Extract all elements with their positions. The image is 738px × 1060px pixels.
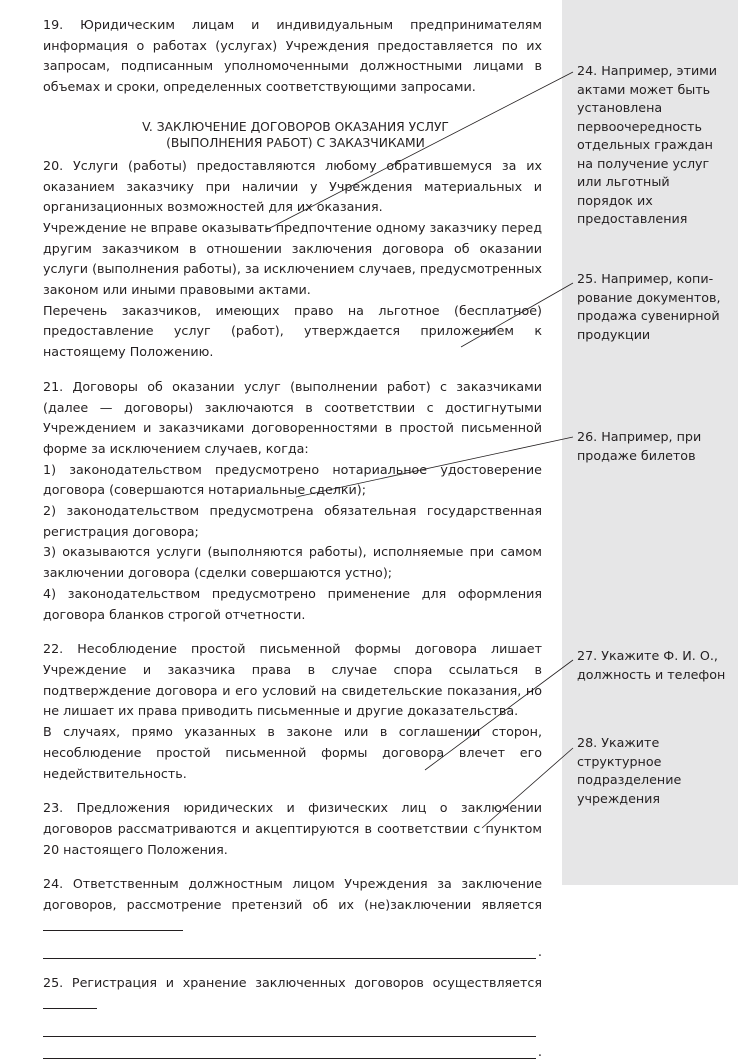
paragraph-20b: Учреждение не вправе оказывать предпочтение одному заказчику перед другим заказчиком в отношении заключения договора об оказании услуги (выполнения работы), за исключением случаев, предусмотренных законом или иными правовыми актами. (43, 219, 542, 298)
registration-unit-field-line3[interactable] (43, 1037, 542, 1060)
paragraph-25-text: 25. Регистрация и хранение заключенных договоров осуществляется (43, 975, 542, 991)
paragraph-21-item1: 1) законодательством предусмотрено нотариальное удостоверение договора (совершаются нотариальные сделки); (43, 461, 542, 498)
footnote-24: 24. Например, этими актами может быть установлена первоочередность отдельных граждан на получение услуг или льготный порядок их предоставления (577, 63, 718, 226)
paragraph-21-item2: 2) законодательством предусмотрена обязательная государственная регистрация договора; (43, 503, 542, 539)
paragraph-21: 21. Договоры об оказании услуг (выполнении работ) с заказчиками (далее — договоры) заключаются в соответствии с достигнутыми Учреждением и заказчиками договоренностями в простой письменной форме за исключением случаев, когда: (43, 378, 542, 456)
paragraph-22b: В случаях, прямо указанных в законе или в соглашении сторон, несоблюдение простой письменной формы договора влечет его недействительность. (43, 724, 542, 781)
paragraph-20c: Перечень заказчиков, имеющих право на льготное (бесплатное) предоставление услуг (работ), утверждается приложением к настоящему Положению. (43, 302, 542, 360)
document-body (43, 15, 542, 1059)
registration-unit-field-line2[interactable] (43, 1016, 536, 1038)
registration-unit-field[interactable] (43, 994, 97, 1009)
period-mark: . (537, 1044, 542, 1060)
paragraph-21-item3: 3) оказываются услуги (выполняются работы), исполняемые при самом заключении договора (сделки совершаются устно); (43, 544, 542, 581)
responsible-person-field-line2[interactable] (43, 937, 542, 961)
footnote-25: 25. Например, копирование документов, продажа сувенирной продукции (577, 271, 721, 342)
footnote-27: 27. Укажите Ф. И. О., должность и телефон (577, 648, 726, 682)
paragraph-24 (43, 874, 542, 937)
responsible-person-field[interactable] (43, 916, 183, 931)
section-heading-line2: (ВЫПОЛНЕНИЯ РАБОТ) С ЗАКАЗЧИКАМИ (166, 136, 425, 151)
paragraph-22: 22. Несоблюдение простой письменной формы договора лишает Учреждение и заказчика права в случае спора ссылаться в подтверждение договора и его условий на свидетельские показания, но не лишает их права приводить письменные и другие доказательства. (43, 641, 542, 719)
paragraph-24-text: 24. Ответственным должностным лицом Учреждения за заключение договоров, рассмотрение претензий об их (не)заключении является (43, 876, 542, 913)
paragraph-25 (43, 973, 542, 1015)
paragraph-23: 23. Предложения юридических и физических лиц о заключении договоров рассматриваются и акцептируются в соответствии с пунктом 20 настоящего Положения. (43, 800, 542, 857)
footnote-28: 28. Укажите структурное подразделение учреждения (577, 735, 682, 806)
footnote-26: 26. Например, при продаже билетов (577, 429, 702, 463)
paragraph-19: 19. Юридическим лицам и индивидуальным предпринимателям информация о работах (услугах) Учреждения предоставляется по их запросам, подписанным уполномоченными должностными лицами в объемах и сроки, определенных соответствующими запросами. (43, 17, 542, 95)
section-heading-line1: V. ЗАКЛЮЧЕНИЕ ДОГОВОРОВ ОКАЗАНИЯ УСЛУГ (142, 119, 449, 134)
paragraph-21-item4: 4) законодательством предусмотрено применение для оформления договора бланков строгой отчетности. (43, 585, 542, 622)
period-mark: . (537, 945, 542, 961)
paragraph-20: 20. Услуги (работы) предоставляются любому обратившемуся за их оказанием заказчику при наличии у Учреждения материальных и организационных возможностей для их оказания. (43, 157, 542, 215)
